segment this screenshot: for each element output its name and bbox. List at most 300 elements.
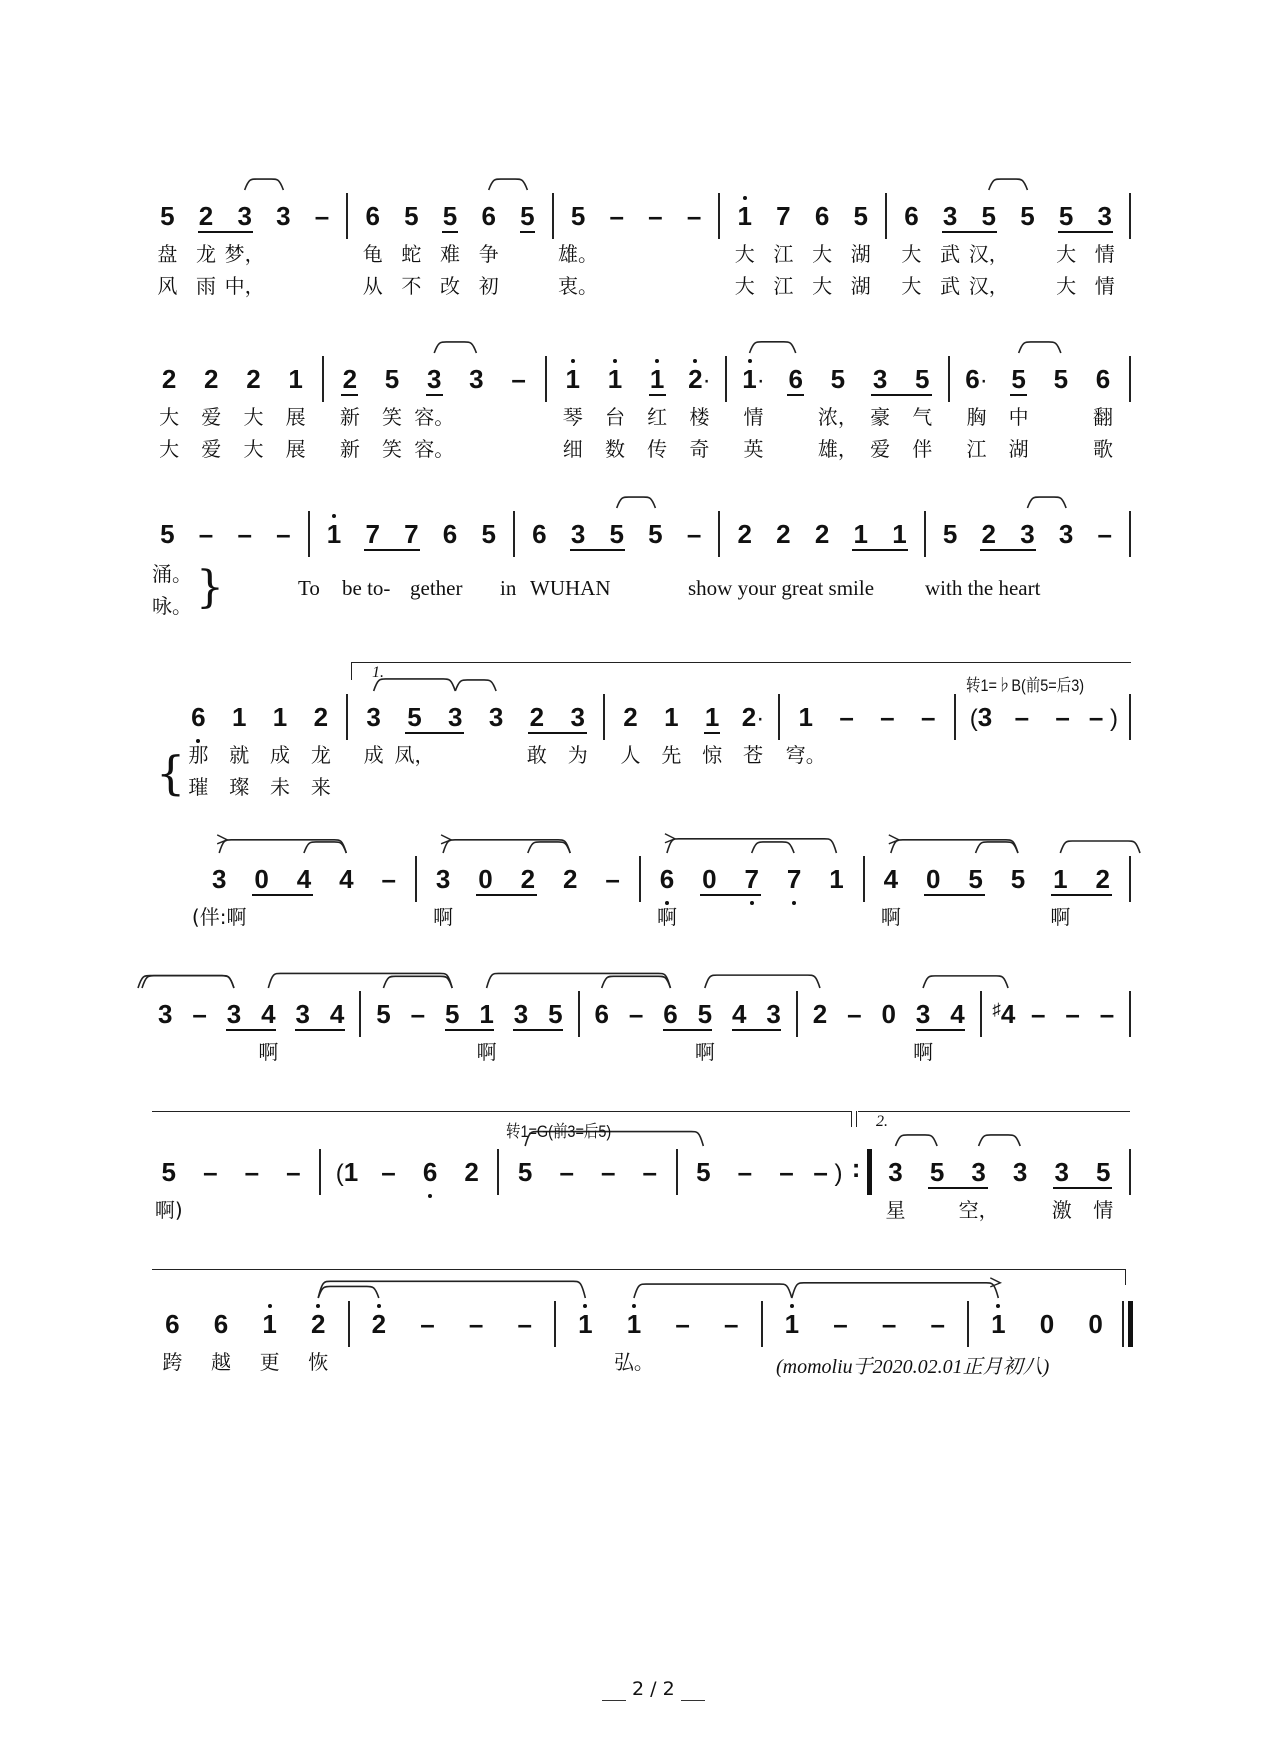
- barline: [880, 193, 892, 239]
- final-barline: [1120, 1301, 1136, 1347]
- note: [148, 1304, 197, 1374]
- octave-dot-above: [655, 359, 659, 363]
- note: [315, 514, 354, 554]
- note-digit: 1: [578, 1304, 592, 1344]
- lyric: 啊): [154, 1198, 183, 1222]
- lyric: 爱: [201, 405, 222, 429]
- lyric: 改: [440, 274, 461, 298]
- underline-beam: [507, 894, 538, 896]
- slur: [528, 842, 570, 853]
- note-digit: 1: [343, 1157, 359, 1187]
- note: [683, 1152, 725, 1192]
- dash: [1001, 697, 1042, 737]
- note: [187, 196, 226, 298]
- underline-beam: [597, 549, 625, 551]
- note-digit: 5: [570, 201, 586, 231]
- note: [451, 1152, 493, 1192]
- dash: [403, 1304, 452, 1344]
- note: [355, 1304, 404, 1344]
- note-row: [191, 859, 1136, 929]
- barline: [949, 694, 961, 740]
- lyric: 苍: [742, 743, 763, 767]
- note: [413, 359, 455, 461]
- note: [353, 697, 394, 767]
- underline-beam: [570, 549, 598, 551]
- lyric: 湖: [850, 274, 871, 298]
- note-digit: 6: [213, 1309, 229, 1339]
- barline: [1124, 193, 1136, 239]
- underline-beam: [528, 732, 557, 734]
- note-suffix: ): [827, 1160, 843, 1187]
- note-digit: 3: [295, 999, 310, 1029]
- dash: [636, 196, 675, 236]
- english-lyric: gether: [410, 576, 463, 600]
- note: [469, 994, 503, 1064]
- note-digit: 2: [1095, 864, 1110, 894]
- underline-beam: [405, 732, 434, 734]
- volta-label-2: 2.: [876, 1113, 888, 1130]
- note: [817, 359, 859, 461]
- slur: [318, 1281, 585, 1298]
- dash: [1042, 697, 1083, 737]
- note: [197, 1304, 246, 1374]
- lyric: 雄。: [558, 242, 599, 266]
- slur: [455, 680, 496, 691]
- volta-label-1: 1.: [372, 664, 384, 681]
- slur: [489, 179, 528, 190]
- note: [785, 697, 826, 767]
- octave-dot-below: [750, 901, 754, 905]
- barline: [791, 991, 803, 1037]
- underline-beam: [520, 231, 535, 233]
- note-digit: 1: [231, 702, 247, 732]
- lyric: 红: [647, 405, 668, 429]
- note-digit: 0: [702, 864, 717, 894]
- dash: [182, 994, 216, 1034]
- note-digit: 1: [742, 359, 756, 399]
- note-digit: 5: [160, 201, 175, 231]
- note-digit: 5: [853, 201, 868, 231]
- barline: [343, 1301, 355, 1347]
- lyric: 爱: [201, 437, 222, 461]
- lyric: 江: [773, 274, 794, 298]
- note: [998, 359, 1040, 461]
- note-digit: 6: [814, 201, 830, 231]
- dash: [591, 859, 633, 899]
- rest: [1023, 1304, 1072, 1344]
- lyric: 情: [1094, 274, 1115, 298]
- note-digit: 5: [929, 1157, 945, 1187]
- slur: [219, 840, 346, 853]
- note: [219, 697, 260, 799]
- barline: [713, 193, 725, 239]
- paren-open: (: [969, 705, 978, 732]
- lyric: 数: [604, 437, 625, 461]
- barline: [341, 193, 353, 239]
- note: [1041, 1152, 1083, 1222]
- dash: [264, 514, 303, 554]
- note-digit: 4: [950, 999, 965, 1029]
- note: [906, 994, 940, 1064]
- note: [597, 514, 636, 554]
- lyric: 越: [210, 1350, 231, 1374]
- note-digit: 1: [327, 514, 341, 554]
- barline: [549, 1301, 561, 1347]
- note: [520, 514, 559, 554]
- barline: [508, 511, 520, 557]
- lyric: 汉，: [968, 274, 1009, 298]
- slur: [268, 973, 452, 988]
- note-digit: 5: [915, 364, 930, 394]
- underline-beam: [940, 1029, 965, 1031]
- note-digit: –: [1065, 999, 1080, 1029]
- octave-dot-above: [743, 196, 747, 200]
- dash: [597, 196, 636, 236]
- lyric: 难: [440, 242, 461, 266]
- lyric: 蛇: [401, 242, 422, 266]
- note: [594, 359, 636, 461]
- barline: [671, 1149, 683, 1195]
- note: [353, 514, 392, 554]
- lyric: 气: [912, 405, 933, 429]
- key-change: 转1=G(前3=后5): [506, 1122, 612, 1141]
- lyric: 情: [1093, 1198, 1114, 1222]
- note: [394, 697, 435, 767]
- note-digit: 5: [404, 201, 419, 231]
- note-digit: 7: [365, 519, 380, 549]
- slur: [634, 1284, 792, 1298]
- note-digit: –: [468, 1309, 484, 1339]
- lyric: 大: [734, 274, 755, 298]
- note-digit: 3: [211, 864, 227, 894]
- accent-mark: [665, 834, 675, 843]
- note: [320, 994, 354, 1034]
- note: [859, 359, 901, 461]
- lyric: 浓，: [817, 405, 858, 429]
- note: [148, 994, 182, 1034]
- volta-bracket-tick: [1125, 1269, 1126, 1285]
- brace-left: {: [156, 746, 186, 800]
- note-digit: 2: [737, 519, 752, 549]
- underline-beam: [663, 1029, 688, 1031]
- lyric: 笑: [382, 437, 403, 461]
- paren-open: (: [335, 1160, 344, 1187]
- dash: [231, 1152, 273, 1192]
- slur: [383, 976, 452, 988]
- barline: [540, 356, 552, 402]
- note: [1039, 859, 1081, 929]
- note-digit: 6: [788, 364, 803, 394]
- note-row: [148, 196, 1136, 298]
- lyric: 江: [966, 437, 987, 461]
- lyric: 江: [773, 242, 794, 266]
- note-digit: –: [381, 1157, 396, 1187]
- note-digit: 3: [513, 999, 529, 1029]
- underline-beam: [295, 1029, 320, 1031]
- dash: [619, 994, 653, 1034]
- lyric: 湖: [850, 242, 871, 266]
- note-digit: –: [286, 1157, 301, 1187]
- dash: [816, 1304, 865, 1344]
- note-digit: –: [511, 364, 526, 394]
- staff-system: [148, 994, 1136, 1064]
- note-digit: –: [839, 702, 854, 732]
- lyric: 中，: [224, 274, 265, 298]
- note-digit: 6: [1095, 364, 1111, 394]
- note: [1082, 359, 1124, 461]
- dash: [865, 1304, 914, 1344]
- underline-beam: [538, 1029, 563, 1031]
- lyric: 那: [188, 743, 209, 767]
- note: [968, 196, 1009, 298]
- octave-dot-above: [583, 1304, 587, 1308]
- note-digit: –: [601, 1157, 616, 1187]
- lyric: 汉，: [968, 242, 1009, 266]
- note: [646, 859, 688, 929]
- note: [775, 359, 817, 399]
- dash: [675, 514, 714, 554]
- note: [732, 359, 774, 461]
- accent-mark: [889, 835, 899, 844]
- note: [366, 994, 400, 1034]
- note-digit: –: [686, 201, 702, 231]
- note-digit: –: [203, 1157, 218, 1187]
- note-digit: 0: [1088, 1309, 1103, 1339]
- note-digit: 3: [915, 999, 931, 1029]
- barline: [492, 1149, 504, 1195]
- note: [549, 859, 591, 899]
- note: [431, 196, 470, 298]
- note: [651, 697, 692, 767]
- lyric: 台: [604, 405, 625, 429]
- note-digit: 1: [853, 519, 868, 549]
- lyric: 楼: [689, 405, 710, 429]
- lyric: 激: [1051, 1198, 1072, 1222]
- underline-beam: [1010, 394, 1027, 396]
- brace-right: }: [196, 562, 224, 613]
- octave-dot-above: [748, 359, 752, 363]
- note: [636, 359, 678, 461]
- lyric: 为: [567, 743, 588, 767]
- underline-beam: [1082, 1187, 1112, 1189]
- underline-beam: [852, 549, 880, 551]
- staff-system: [191, 859, 1136, 929]
- note: [148, 514, 187, 554]
- note: [178, 697, 219, 799]
- octave-dot-above: [268, 1304, 272, 1308]
- lyric: 更: [259, 1350, 280, 1374]
- dash: [908, 697, 949, 737]
- note-digit: 2: [464, 1157, 479, 1187]
- underline-beam: [445, 1029, 470, 1031]
- note-digit: 3: [426, 364, 442, 394]
- lyric: 大: [1056, 274, 1077, 298]
- note: [409, 1152, 451, 1192]
- dash: [225, 514, 264, 554]
- lyric: 大: [901, 274, 922, 298]
- barline: [756, 1301, 768, 1347]
- note-digit: –: [880, 702, 895, 732]
- note-digit: 5: [609, 519, 624, 549]
- lyric: 成: [270, 743, 291, 767]
- note: [931, 514, 970, 554]
- lyric: 璀: [188, 775, 209, 799]
- barline: [713, 511, 725, 557]
- slur: [318, 1286, 379, 1298]
- lyric: 龙: [310, 743, 331, 767]
- lyric: 新: [339, 437, 360, 461]
- underline-beam: [557, 732, 586, 734]
- note: [371, 359, 413, 461]
- note-digit: 2: [623, 702, 638, 732]
- note-digit: 2: [342, 364, 358, 394]
- slur: [1060, 841, 1140, 853]
- lyric: 弘。: [613, 1350, 654, 1374]
- lyric: 盘: [157, 242, 178, 266]
- underline-beam: [392, 549, 420, 551]
- note-digit: 4: [339, 864, 354, 894]
- barline: [598, 694, 610, 740]
- barline: [354, 991, 366, 1037]
- underline-beam: [787, 394, 804, 396]
- rest: [464, 859, 506, 899]
- octave-dot-above: [996, 1304, 1000, 1308]
- note-digit: –: [1030, 999, 1046, 1029]
- note-digit: 6: [165, 1309, 180, 1339]
- note: [251, 994, 285, 1064]
- underline-beam: [924, 894, 955, 896]
- note: [692, 697, 733, 767]
- staff-system: [178, 697, 1136, 799]
- note-digit: 5: [407, 702, 422, 732]
- arranger-credit: (momoliu于2020.02.01正月初八): [776, 1356, 1050, 1378]
- note-digit: 1: [479, 999, 494, 1029]
- lyric: 雄，: [817, 437, 858, 461]
- note: [392, 196, 431, 298]
- note-suffix: ·: [756, 367, 765, 394]
- underline-beam: [1058, 231, 1086, 233]
- note: [961, 697, 1002, 737]
- note: [508, 196, 547, 236]
- lyric: 大: [243, 437, 264, 461]
- underline-beam: [731, 894, 762, 896]
- underline-beam: [871, 394, 901, 396]
- note: [559, 514, 598, 554]
- note: [353, 196, 392, 298]
- note-digit: 4: [731, 999, 747, 1029]
- slur: [989, 179, 1028, 190]
- note-digit: 6: [660, 859, 674, 899]
- note-digit: 3: [570, 702, 585, 732]
- note-digit: 1: [566, 359, 580, 399]
- note: [264, 196, 303, 236]
- note-digit: –: [881, 1309, 897, 1339]
- note: [841, 196, 880, 298]
- barline: [962, 1301, 974, 1347]
- note: [217, 994, 251, 1034]
- octave-dot-below: [792, 901, 796, 905]
- lyric: 凤，: [394, 743, 435, 767]
- note-digit: –: [198, 519, 214, 549]
- note-digit: –: [675, 1309, 690, 1339]
- slur-layer: [148, 1264, 1136, 1304]
- note: [469, 196, 508, 298]
- note-digit: –: [737, 1157, 753, 1187]
- note-digit: 1: [288, 364, 303, 394]
- lyric: 大: [243, 405, 264, 429]
- note-digit: 3: [872, 364, 888, 394]
- note-digit: 1: [272, 702, 288, 732]
- lyric: 武: [940, 242, 961, 266]
- note-digit: –: [920, 702, 936, 732]
- barline: [1124, 991, 1136, 1037]
- note-digit: –: [723, 1309, 739, 1339]
- note-digit: 7: [404, 519, 419, 549]
- lyric: 初: [478, 274, 499, 298]
- note-digit: 2: [520, 864, 536, 894]
- underline-beam: [928, 1187, 958, 1189]
- dash: [587, 1152, 629, 1192]
- note-digit: 5: [830, 364, 846, 394]
- lyric: 新: [339, 405, 360, 429]
- underline-beam: [1082, 894, 1113, 896]
- note-digit: 3: [237, 201, 252, 231]
- note: [987, 994, 1021, 1034]
- note: [224, 196, 265, 298]
- note: [329, 359, 371, 461]
- note: [803, 994, 837, 1034]
- note-digit: –: [813, 1157, 828, 1187]
- rest: [872, 994, 906, 1034]
- note: [678, 359, 720, 461]
- lyric: 惊: [702, 743, 723, 767]
- note: [773, 859, 815, 899]
- underline-beam: [364, 549, 392, 551]
- note-digit: 3: [1058, 519, 1074, 549]
- sharp-sign: ♯: [992, 1000, 1001, 1019]
- slur: [245, 179, 284, 190]
- slur: [891, 840, 1018, 853]
- lyric: 星: [885, 1198, 906, 1222]
- underline-beam: [688, 1029, 713, 1031]
- underline-beam: [954, 894, 985, 896]
- note: [538, 994, 572, 1034]
- note: [610, 697, 651, 767]
- lyric: (伴:啊: [191, 905, 247, 929]
- lyric: 琴: [562, 405, 583, 429]
- note: [283, 859, 325, 899]
- dash: [1083, 697, 1124, 737]
- lyric: 大: [734, 242, 755, 266]
- accent-mark: [441, 835, 451, 844]
- note: [504, 1152, 546, 1192]
- note-digit: 3: [942, 201, 958, 231]
- note-digit: 4: [883, 864, 899, 894]
- note-digit: 2: [688, 359, 702, 399]
- note-suffix: ·: [702, 367, 711, 394]
- note-digit: 6: [442, 519, 458, 549]
- note-digit: 6: [365, 201, 380, 231]
- dash: [707, 1304, 756, 1344]
- note: [392, 514, 431, 554]
- lyric: 争: [478, 242, 499, 266]
- underline-beam: [513, 1029, 538, 1031]
- note: [326, 1152, 368, 1192]
- note-digit: 3: [435, 864, 451, 894]
- note: [260, 697, 301, 799]
- note: [455, 359, 497, 399]
- slur: [667, 839, 837, 853]
